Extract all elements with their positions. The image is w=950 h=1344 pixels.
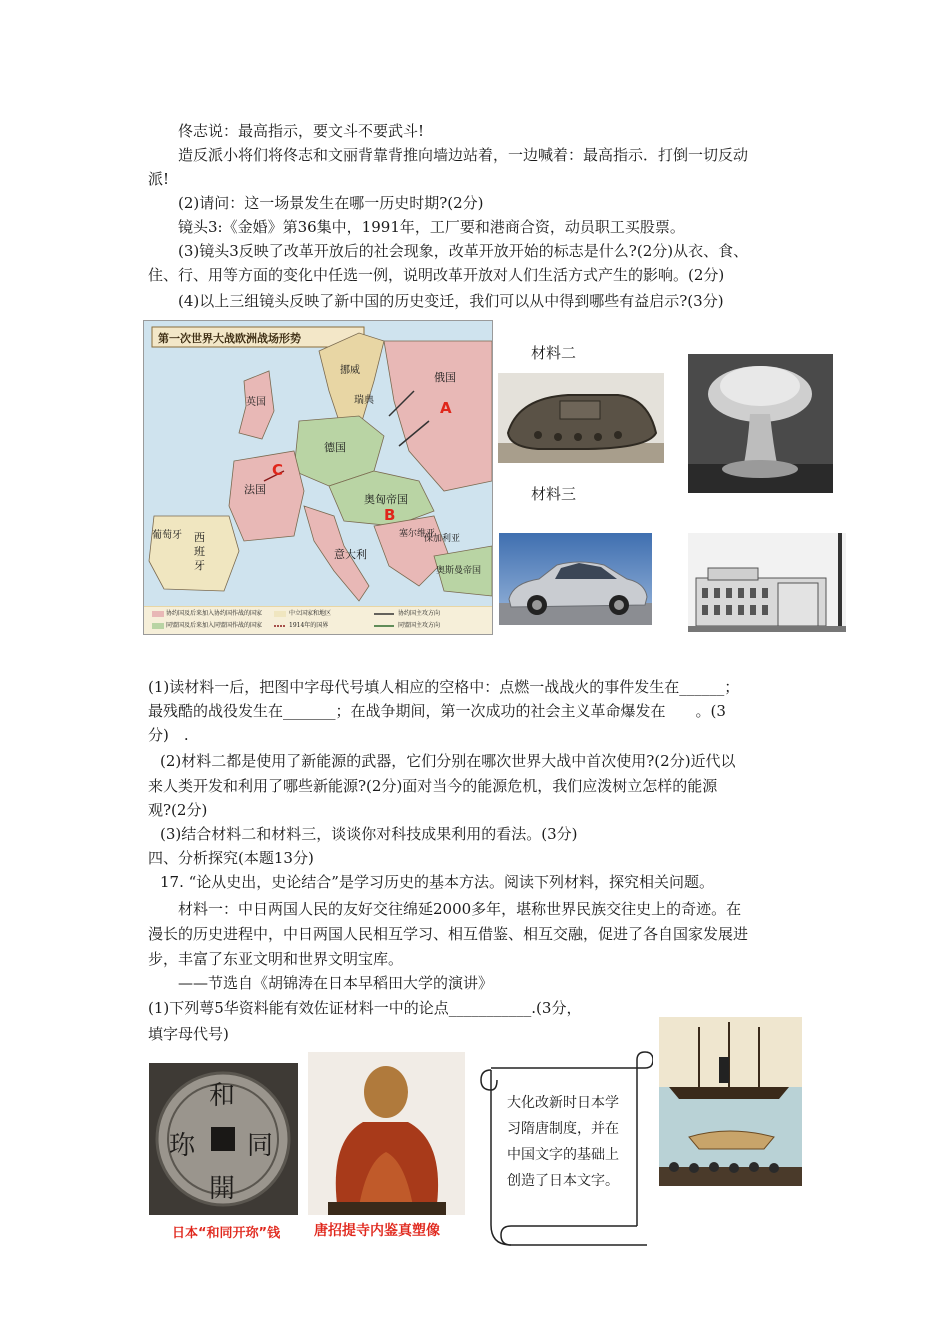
- question-text: (4)以上三组镜头反映了新中国的历史变迁，我们可以从中得到哪些有益启示?(3分): [178, 292, 724, 310]
- coin-char: 同: [247, 1131, 274, 1161]
- map-place: 奥斯曼帝国: [436, 566, 482, 576]
- question-text: (3)镜头3反映了改革开放后的社会现象，改革开放开始的标志是什么?(2分)从衣、食、: [178, 242, 749, 260]
- tank-photo: [498, 373, 664, 463]
- coin-caption: 日本“和同开珎”钱: [172, 1226, 281, 1241]
- source-citation: ——节选自《胡锦涛在日本早稻田大学的演讲》: [178, 974, 494, 992]
- power-station-photo: [688, 533, 846, 632]
- section-heading: 四、分析探究(本题13分): [148, 849, 314, 867]
- map-place: 德国: [324, 441, 346, 454]
- map-place: 法国: [244, 483, 266, 496]
- text-line: 佟志说：最高指示，要文斗不要武斗!: [178, 122, 425, 140]
- map-letter-c: C: [272, 461, 284, 479]
- scroll-text: 大化改新时日本学习隋唐制度，并在中国文字的基础上创造了日本文字。: [507, 1095, 619, 1189]
- material-three-label: 材料三: [531, 485, 577, 503]
- map-legend-item: 同盟国及后来加入同盟国作战的国家: [166, 622, 263, 629]
- text-line: 派!: [148, 170, 170, 188]
- map-place: 西班牙: [194, 531, 205, 572]
- map-legend-item: 1914年的国界: [289, 622, 329, 629]
- map-legend-item: 协约国及后来加入协约国作战的国家: [166, 610, 263, 617]
- map-place: 塞尔维亚: [399, 529, 436, 539]
- text-line: 镜头3:《金婚》第36集中，1991年，工厂要和港商合资，动员职工买股票。: [178, 218, 685, 236]
- map-place: 意大利: [334, 548, 367, 561]
- map-legend-item: 同盟国主攻方向: [398, 622, 441, 629]
- map-letter-a: A: [440, 399, 452, 417]
- map-place: 英国: [246, 397, 266, 408]
- coin-char: 珎: [169, 1131, 196, 1161]
- map-place: 挪威: [340, 365, 360, 376]
- map-place: 葡萄牙: [152, 530, 182, 541]
- text-line: 造反派小将们将佟志和文丽背靠背推向墙边站着，一边喊着：最高指示．打倒一切反动: [178, 146, 749, 164]
- map-legend-item: 中立国家和地区: [289, 610, 332, 617]
- scroll-note: [477, 1050, 653, 1250]
- question-text: (2)材料二都是使用了新能源的武器，它们分别在哪次世界大战中首次使用?(2分)近代以: [160, 752, 736, 770]
- map-place: 保加利亚: [424, 534, 461, 544]
- text-line: 漫长的历史进程中，中日两国人民相互学习、相互借鉴、相互交融，促进了各自国家发展进: [148, 925, 749, 943]
- question-text: 分) .: [148, 726, 189, 744]
- question-text: 填字母代号): [148, 1025, 229, 1043]
- wwi-europe-map: [143, 320, 493, 635]
- car-photo: [499, 533, 652, 625]
- map-place: 奥匈帝国: [364, 493, 408, 506]
- map-letter-b: B: [384, 506, 396, 524]
- atomic-bomb-photo: [688, 354, 833, 493]
- question-text: 观?(2分): [148, 801, 208, 819]
- coin-char: 開: [209, 1174, 236, 1204]
- ship-painting: [659, 1017, 802, 1186]
- coin-photo: [149, 1063, 298, 1215]
- question-text: (1)读材料一后，把图中字母代号填人相应的空格中：点燃一战战火的事件发生在______；: [148, 678, 740, 696]
- text-line: 材料一：中日两国人民的友好交往绵延2000多年，堪称世界民族交往史上的奇迹。在: [178, 900, 742, 918]
- question-text: (1)下列萼5华资料能有效佐证材料一中的论点___________.(3分，: [148, 999, 582, 1017]
- jianzhen-statue-photo: [308, 1052, 465, 1215]
- question-text: (3)结合材料二和材料三，谈谈你对科技成果利用的看法。(3分): [160, 825, 578, 843]
- question-text: 最残酷的战役发生在_______；在战争期间，第一次成功的社会主义革命爆发在 。(3: [148, 702, 726, 720]
- question-text: 17. “论从史出，史论结合”是学习历史的基本方法。阅读下列材料，探究相关问题。: [160, 873, 714, 891]
- map-title: 第一次世界大战欧洲战场形势: [158, 332, 301, 345]
- map-legend-item: 协约国主攻方向: [398, 610, 441, 617]
- question-text: 来人类开发和利用了哪些新能源?(2分)面对当今的能源危机，我们应泼树立怎样的能源: [148, 777, 718, 795]
- map-place: 俄国: [434, 371, 456, 384]
- material-two-label: 材料二: [531, 344, 577, 362]
- text-line: 步，丰富了东亚文明和世界文明宝库。: [148, 950, 404, 968]
- question-text: 住、行、用等方面的变化中任选一例，说明改革开放对人们生活方式产生的影响。(2分): [148, 266, 725, 284]
- coin-char: 和: [209, 1081, 236, 1111]
- question-text: (2)请问：这一场景发生在哪一历史时期?(2分): [178, 194, 484, 212]
- statue-caption: 唐招提寺内鉴真塑像: [314, 1223, 440, 1239]
- map-place: 瑞典: [354, 395, 374, 406]
